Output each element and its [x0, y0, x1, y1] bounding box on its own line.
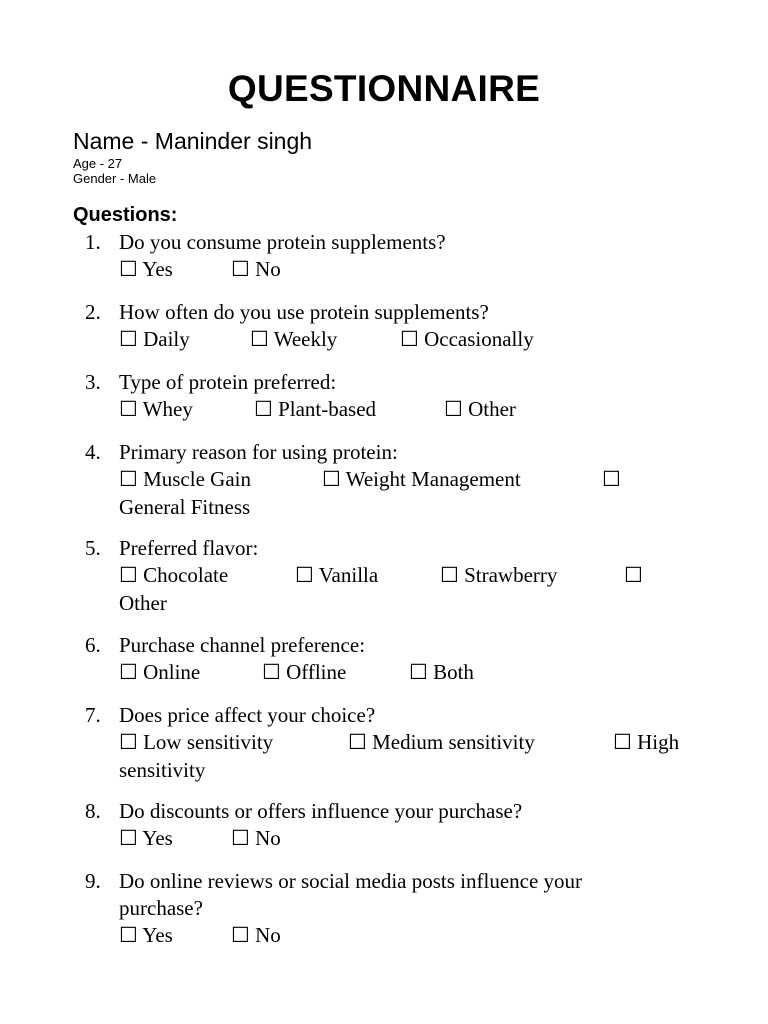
option-whey[interactable]: ☐ Whey [119, 397, 193, 421]
respondent-name: Name - Maninder singh [73, 128, 313, 154]
question-7 [85, 702, 699, 782]
question-number: 2. [85, 300, 101, 324]
question-1 [85, 229, 699, 281]
question-text: Do online reviews or social media posts influence your [119, 869, 583, 893]
respondent-gender: Gender - Male [73, 171, 157, 186]
option-general-fitness-box[interactable]: ☐ [602, 467, 621, 491]
question-text: How often do you use protein supplements? [119, 300, 489, 324]
option-daily[interactable]: ☐ Daily [119, 327, 190, 351]
question-8 [85, 798, 699, 850]
option-online[interactable]: ☐ Online [119, 660, 201, 684]
option-muscle-gain[interactable]: ☐ Muscle Gain [119, 467, 251, 491]
option-yes[interactable]: ☐ Yes [119, 826, 173, 850]
option-other-box[interactable]: ☐ [624, 563, 643, 587]
option-high-sensitivity-label: sensitivity [119, 758, 206, 782]
question-3 [85, 369, 699, 421]
question-4 [85, 439, 699, 519]
question-number: 4. [85, 440, 101, 464]
option-occasionally[interactable]: ☐ Occasionally [400, 327, 534, 351]
option-yes[interactable]: ☐ Yes [119, 257, 173, 281]
option-offline[interactable]: ☐ Offline [262, 660, 347, 684]
question-text: Purchase channel preference: [119, 633, 366, 657]
question-number: 7. [85, 703, 101, 727]
question-2 [85, 299, 699, 351]
option-vanilla[interactable]: ☐ Vanilla [295, 563, 379, 587]
respondent-age: Age - 27 [73, 156, 123, 171]
option-other[interactable]: ☐ Other [444, 397, 516, 421]
option-general-fitness-label: General Fitness [119, 495, 251, 519]
option-weekly[interactable]: ☐ Weekly [250, 327, 338, 351]
page-title: QUESTIONNAIRE [227, 68, 541, 109]
option-low-sensitivity[interactable]: ☐ Low sensitivity [119, 730, 274, 754]
question-number: 5. [85, 536, 101, 560]
option-chocolate[interactable]: ☐ Chocolate [119, 563, 229, 587]
question-text: Does price affect your choice? [119, 703, 376, 727]
option-high-sensitivity[interactable]: ☐ High [613, 730, 680, 754]
option-both[interactable]: ☐ Both [409, 660, 474, 684]
question-number: 6. [85, 633, 101, 657]
question-text: Preferred flavor: [119, 536, 259, 560]
option-no[interactable]: ☐ No [231, 923, 281, 947]
question-number: 3. [85, 370, 101, 394]
question-6 [85, 632, 699, 684]
option-no[interactable]: ☐ No [231, 826, 281, 850]
question-text-continued: purchase? [119, 896, 203, 920]
option-yes[interactable]: ☐ Yes [119, 923, 173, 947]
option-no[interactable]: ☐ No [231, 257, 281, 281]
question-text: Do discounts or offers influence your purchase? [119, 799, 523, 823]
question-number: 1. [85, 230, 101, 254]
option-plant-based[interactable]: ☐ Plant-based [254, 397, 377, 421]
questions-heading: Questions: [73, 204, 178, 226]
question-text: Type of protein preferred: [119, 370, 337, 394]
question-text: Primary reason for using protein: [119, 440, 398, 464]
option-strawberry[interactable]: ☐ Strawberry [440, 563, 558, 587]
option-medium-sensitivity[interactable]: ☐ Medium sensitivity [348, 730, 535, 754]
question-text: Do you consume protein supplements? [119, 230, 446, 254]
option-weight-management[interactable]: ☐ Weight Management [322, 467, 521, 491]
option-other-label: Other [119, 591, 167, 615]
question-9 [85, 868, 699, 947]
question-number: 9. [85, 869, 101, 893]
question-number: 8. [85, 799, 101, 823]
question-5 [85, 535, 699, 615]
